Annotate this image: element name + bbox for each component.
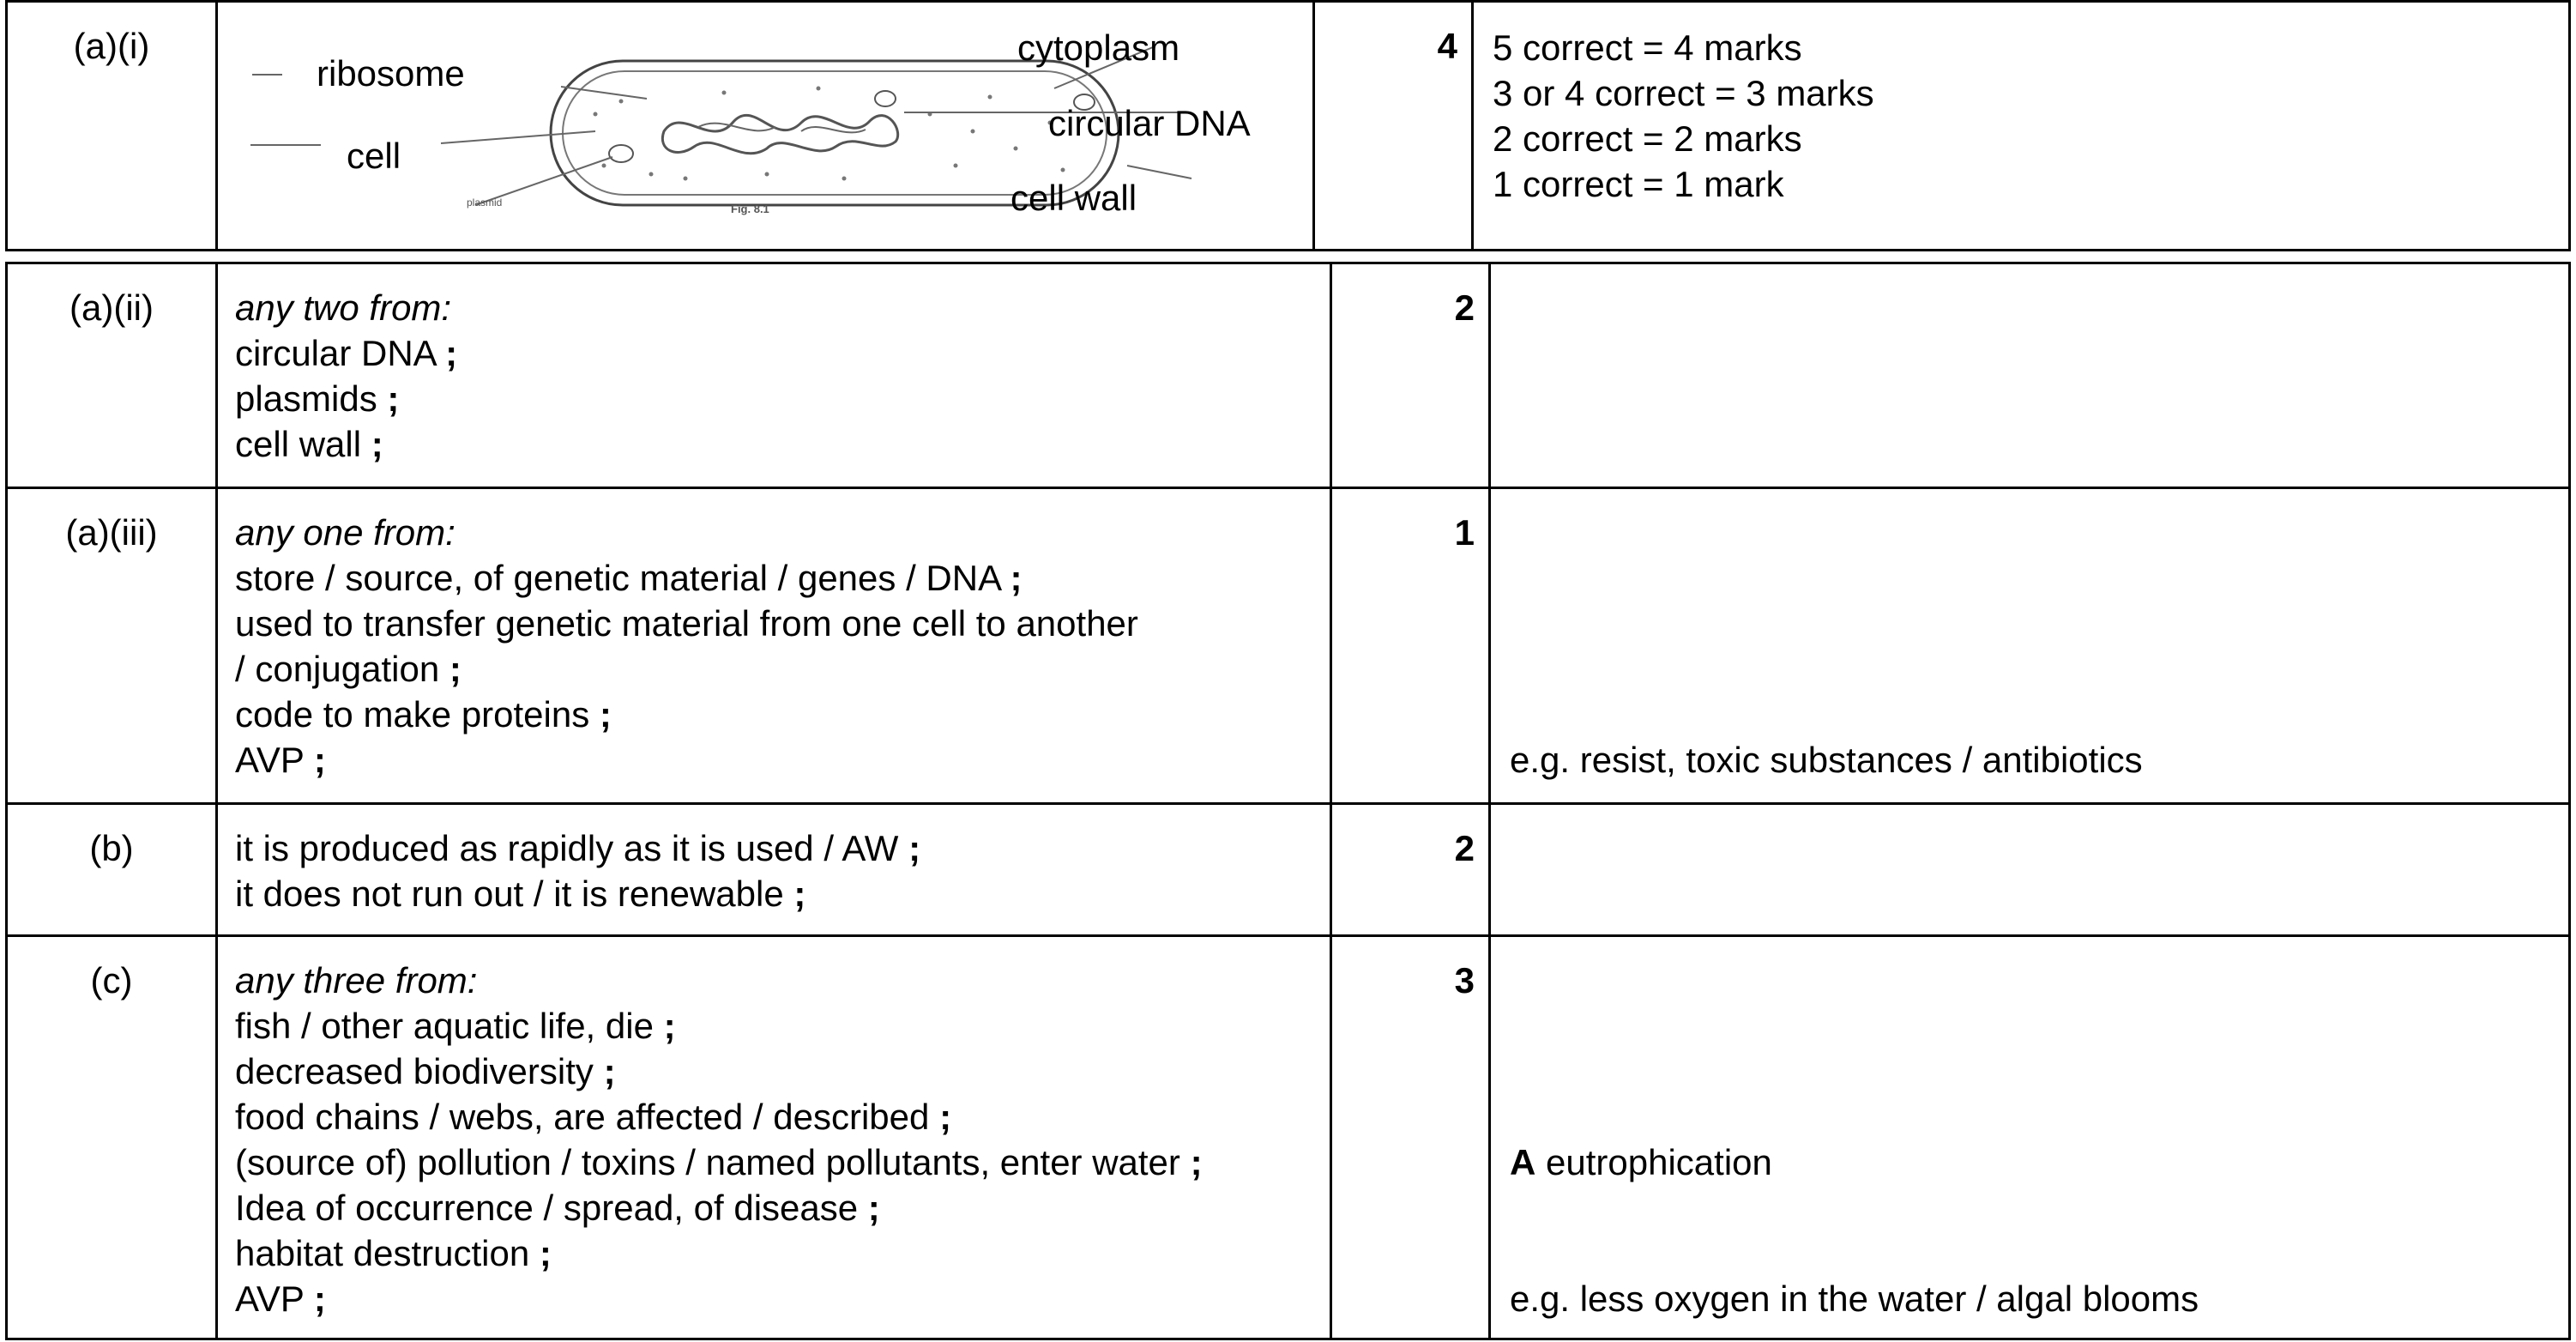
answer-point: used to transfer genetic material from one cell to another [235, 603, 1138, 644]
guidance-line: 5 correct = 4 marks [1493, 27, 1802, 68]
mark-scheme-table-part-a-i [5, 0, 2571, 251]
marks-cell [1331, 263, 1490, 488]
answer-intro: any three from: [235, 960, 478, 1000]
guidance-line: 2 correct = 2 marks [1493, 118, 1802, 159]
part-label-cell [7, 936, 217, 1339]
semicolon: ; [313, 740, 326, 780]
plasmid-shape [875, 91, 896, 106]
semicolon: ; [445, 333, 458, 373]
answer-point: habitat destruction [235, 1233, 530, 1273]
semicolon: ; [1010, 558, 1023, 598]
table-row [7, 936, 2570, 1339]
semicolon: ; [539, 1233, 552, 1273]
marks-value: 2 [1454, 287, 1475, 328]
part-label: (a)(ii) [69, 287, 154, 328]
part-label: (c) [90, 960, 133, 1000]
semicolon: ; [449, 649, 462, 689]
semicolon: ; [599, 694, 612, 734]
marks-cell [1331, 936, 1490, 1339]
answer-point: / conjugation [235, 649, 440, 689]
answer-point: decreased biodiversity [235, 1051, 594, 1091]
marks-cell [1314, 2, 1473, 251]
semicolon: ; [939, 1097, 952, 1137]
table-row [7, 263, 2570, 488]
answer-point: fish / other aquatic life, die [235, 1006, 654, 1046]
dna-squiggle [662, 115, 897, 153]
answer-point: cell wall [235, 424, 362, 464]
answer-cell [217, 804, 1331, 936]
answer-cell [217, 488, 1331, 804]
semicolon: ; [663, 1006, 676, 1046]
guidance-line: 1 correct = 1 mark [1493, 164, 1784, 204]
guidance-cell [1490, 488, 2570, 804]
part-label: (a)(iii) [65, 512, 158, 553]
guidance-line: 3 or 4 correct = 3 marks [1493, 73, 1874, 113]
figure-caption: Fig. 8.1 [731, 203, 769, 215]
semicolon: ; [867, 1188, 880, 1228]
part-label: (b) [89, 828, 134, 868]
marks-value: 3 [1454, 960, 1475, 1000]
semicolon: ; [1190, 1142, 1203, 1182]
guidance-line: e.g. less oxygen in the water / algal blooms [1510, 1279, 2199, 1319]
part-label-cell [7, 2, 217, 251]
answer-intro: any two from: [235, 287, 452, 328]
answer-intro: any one from: [235, 512, 455, 553]
part-label-cell [7, 263, 217, 488]
answer-point: store / source, of genetic material / genes / DNA [235, 558, 1000, 598]
guidance-cell [1490, 263, 2570, 488]
part-label-cell [7, 488, 217, 804]
guidance-cell [1490, 936, 2570, 1339]
ribosome-label: ribosome [317, 53, 465, 94]
table-row [7, 2, 2570, 251]
marks-value: 1 [1454, 512, 1475, 553]
semicolon: ; [603, 1051, 616, 1091]
guidance-line: eutrophication [1546, 1142, 1772, 1182]
cytoplasm-label: cytoplasm [1017, 27, 1180, 68]
answer-point: code to make proteins [235, 694, 590, 734]
marks-cell [1331, 804, 1490, 936]
plasmid-label: plasmid [467, 196, 503, 209]
answer-cell [217, 263, 1331, 488]
answer-cell [217, 936, 1331, 1339]
table-row [7, 804, 2570, 936]
semicolon: ; [793, 874, 806, 914]
marks-cell [1331, 488, 1490, 804]
bacterium-diagram [218, 3, 1312, 249]
table-row [7, 488, 2570, 804]
semicolon: ; [313, 1279, 326, 1319]
circular-dna-label: circular DNA [1048, 103, 1251, 143]
semicolon: ; [908, 828, 921, 868]
semicolon: ; [371, 424, 383, 464]
guidance-line: e.g. resist, toxic substances / antibiotics [1510, 740, 2143, 780]
accept-marker: A [1510, 1142, 1536, 1182]
answer-point: it does not run out / it is renewable [235, 874, 784, 914]
marks-value: 4 [1437, 26, 1457, 66]
answer-point: plasmids [235, 378, 377, 419]
answer-point: food chains / webs, are affected / described [235, 1097, 930, 1137]
plasmid-shape [609, 145, 633, 162]
semicolon: ; [387, 378, 400, 419]
answer-point: circular DNA [235, 333, 436, 373]
answer-point: Idea of occurrence / spread, of disease [235, 1188, 859, 1228]
cell-label: cell [347, 136, 401, 176]
answer-point: AVP [235, 740, 305, 780]
marks-value: 2 [1454, 828, 1475, 868]
guidance-cell [1473, 2, 2570, 251]
answer-point: AVP [235, 1279, 305, 1319]
cell-wall-label: cell wall [1010, 178, 1137, 218]
answer-point: it is produced as rapidly as it is used / AW [235, 828, 899, 868]
part-label-cell [7, 804, 217, 936]
guidance-cell [1490, 804, 2570, 936]
part-label: (a)(i) [73, 26, 150, 66]
answer-point: (source of) pollution / toxins / named pollutants, enter water [235, 1142, 1180, 1182]
mark-scheme-table-main [5, 262, 2571, 1340]
answer-cell [217, 2, 1314, 251]
